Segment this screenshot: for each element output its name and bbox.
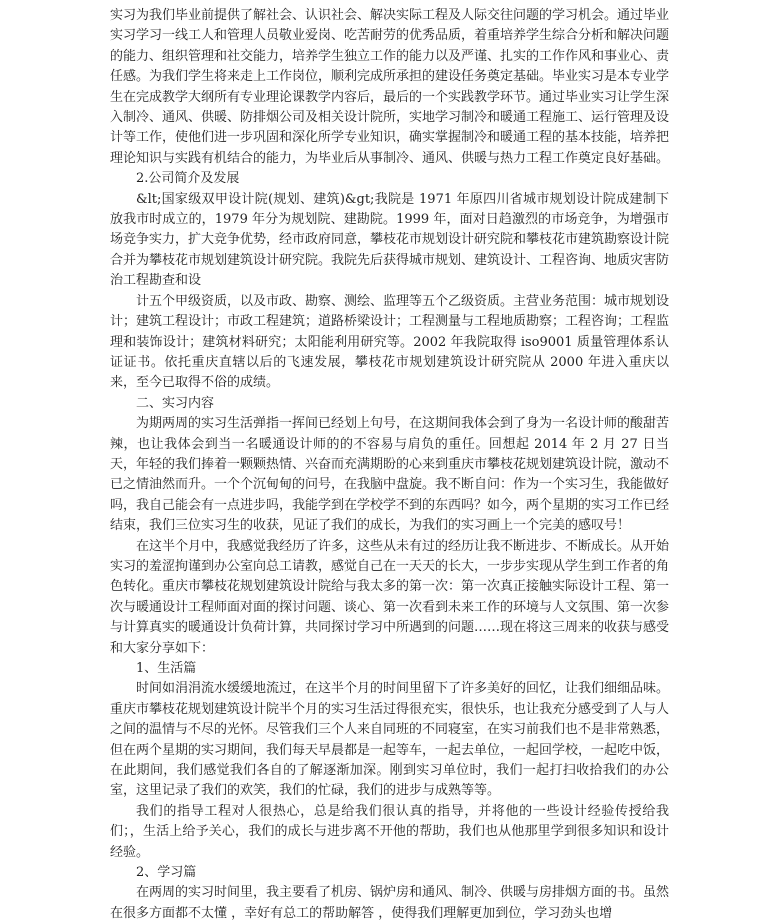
paragraph-internship-purpose: 实习为我们毕业前提供了解社会、认识社会、解决实际工程及人际交往问题的学习机会。通过毕业实习学习一线工人和管理人员敬业爱岗、吃苦耐劳的优秀品质，着重培养学生综合分析和解决问题的能力、组织管理和社交能力，培养学生独立工作的能力以及严谨、扎实的工作作风和事业心、责任感。为我们学生将来走上工作岗位，顺利完成所承担的建设任务奠定基础。毕业实习是本专业学生在完成教学大纲所有专业理论课教学内容后，最后的一个实践教学环节。通过毕业实习让学生深入制冷、通风、供暖、防排烟公司及相关设计院所，实地学习制冷和暖通工程施工、运行管理及设计等工作，使他们进一步巩固和深化所学专业知识，确实掌握制冷和暖通工程的基本技能，培养把理论知识与实践有机结合的能力，为毕业后从事制冷、通风、供暖与热力工程工作奠定良好基础。 (110, 8, 670, 166)
paragraph-company-history: &lt;国家级双甲设计院(规划、建筑)&gt;我院是 1971 年原四川省城市规划设计院成建制下放我市时成立的，1979 年分为规划院、建勘院。1999 年，面对日趋激烈的市场竞争，为增强市场竞争实力，扩大竞争优势，经市政府同意，攀枝花市规划设计研究院和攀枝花市建筑勘察设计院合并为攀枝花市规划建筑设计研究院。我院先后获得城市规划、建筑设计、工程咨询、地质灾害防治工程勘查和设 (110, 191, 670, 289)
paragraph-study: 在两周的实习时间里，我主要看了机房、锅炉房和通风、制冷、供暖与房排烟方面的书。虽然在很多方面都不太懂 ，幸好有总工的帮助解答 ，使得我们理解更加到位，学习劲头也增 (110, 885, 670, 921)
heading-life: 1、生活篇 (136, 661, 197, 676)
heading-internship-content: 二、实习内容 (136, 395, 215, 411)
heading-company-intro: 2.公司简介及发展 (136, 171, 240, 187)
paragraph-half-month: 在这半个月中，我感觉我经历了许多，这些从未有过的经历让我不断进步、不断成长。从开始实习的羞涩拘谨到办公室向总工请教，感觉自己在一天天的长大，一步步实现从学生到工作者的角色转化。重庆市攀枝花规划建筑设计院给与我太多的第一次：第一次真正接触实际设计工程、第一次与暖通设计工程师面对面的探讨问题、谈心、第一次看到未来工作的环境与人文氛围、第一次参与计算真实的暖通设计负荷计算，共同探讨学习中所遇到的问题……现在将这三周来的收获与感受和大家分享如下： (110, 538, 670, 656)
paragraph-two-weeks: 为期两周的实习生活弹指一挥间已经划上句号，在这期间我体会到了身为一名设计师的酸甜苦辣，也让我体会到当一名暖通设计师的的不容易与肩负的重任。回想起 2014 年 2 月 27 日当天，年轻的我们捧着一颗颗热情、兴奋而充满期盼的心来到重庆市攀枝花规划建筑设计院，激动不已之情油然而升。一个个沉甸甸的问号，在我脑中盘旋。我不断自问：作为一个实习生，我能做好吗，我自己能会有一点进步吗，我能学到在学校学不到的东西吗？如今，两个星期的实习工作已经结束，我们三位实习生的收获，见证了我们的成长，为我们的实习画上一个完美的感叹号！ (110, 416, 670, 534)
heading-study: 2、学习篇 (136, 865, 197, 881)
paragraph-life: 时间如涓涓流水缓缓地流过，在这半个月的时间里留下了许多美好的回忆，让我们细细品味。重庆市攀枝花规划建筑设计院半个月的实习生活过得很充实，很快乐，也让我充分感受到了人与人之间的温情与不尽的光怀。尽管我们三个人来自同班的不同寝室，在实习前我们也不是非常熟悉，但在两个星期的实习期间，我们每天早晨都是一起等车，一起去单位，一起回学校，一起吃中饭，在此期间，我们感觉我们各自的了解逐渐加深。刚到实习单位时，我们一起打扫收拾我们的办公室，这里记录了我们的欢笑，我们的忙碌，我们的进步与成熟等等。 (110, 681, 670, 799)
paragraph-mentor: 我们的指导工程对人很热心，总是给我们很认真的指导，并将他的一些设计经验传授给我们；，生活上给予关心，我们的成长与进步离不开他的帮助，我们也从他那里学到很多知识和设计经验。 (110, 803, 669, 860)
paragraph-company-qualifications: 计五个甲级资质，以及市政、勘察、测绘、监理等五个乙级资质。主营业务范围：城市规划设计；建筑工程设计；市政工程建筑；道路桥梁设计；工程测量与工程地质勘察；工程咨询；工程监理和装饰设计；建筑材料研究；太阳能利用研究等。2002 年我院取得 iso9001 质量管理体系认证证书。依托重庆直辖以后的飞速发展，攀枝花市规划建筑设计研究院从 2000 年进入重庆以来，至今已取得不俗的成绩。 (110, 293, 670, 391)
